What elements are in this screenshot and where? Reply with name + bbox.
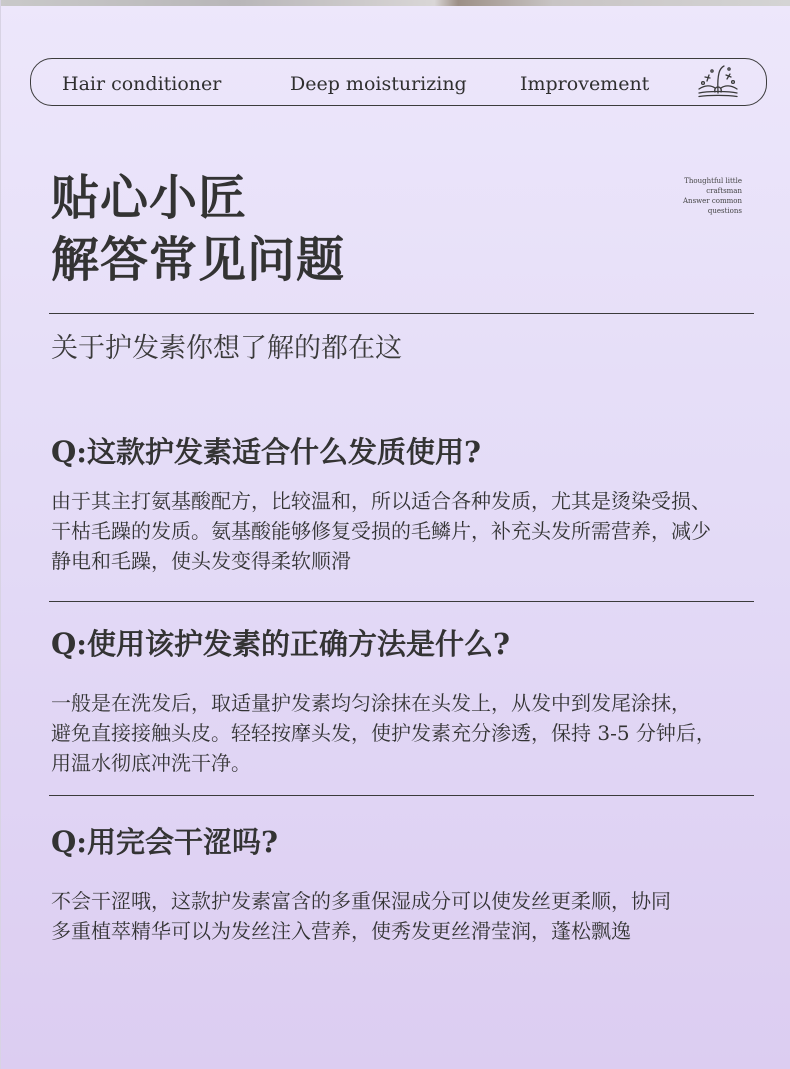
side-note-line3: Answer common	[683, 197, 742, 205]
faq-answer-2-line: 用温水彻底冲洗干净。	[51, 751, 251, 775]
tag-improvement: Improvement	[520, 73, 650, 95]
divider-faq-2	[49, 795, 754, 796]
faq-question-3: Q:用完会干涩吗?	[51, 825, 278, 859]
top-photo-strip	[0, 0, 790, 6]
side-note-line2: craftsman	[706, 187, 742, 195]
faq-answer-2-line: 避免直接接触头皮。轻轻按摩头发，使护发素充分渗透，保持 3-5 分钟后，	[51, 721, 716, 745]
divider-title	[49, 313, 754, 314]
faq-answer-2	[51, 688, 751, 778]
faq-answer-1	[51, 486, 751, 576]
left-border	[0, 0, 1, 1069]
faq-answer-3-line: 多重植萃精华可以为发丝注入营养，使秀发更丝滑莹润，蓬松飘逸	[51, 919, 631, 943]
feature-tag-bar	[30, 58, 767, 106]
hair-follicle-icon	[697, 65, 739, 99]
tag-hair-conditioner: Hair conditioner	[62, 73, 222, 95]
faq-answer-1-line: 干枯毛躁的发质。氨基酸能够修复受损的毛鳞片，补充头发所需营养，减少	[51, 519, 711, 543]
page-subtitle: 关于护发素你想了解的都在这	[51, 333, 402, 364]
tag-deep-moisturizing: Deep moisturizing	[290, 73, 467, 95]
page-title-line2: 解答常见问题	[51, 232, 346, 288]
english-side-note	[662, 176, 742, 216]
faq-question-2: Q:使用该护发素的正确方法是什么?	[51, 627, 510, 661]
side-note-line1: Thoughtful little	[684, 177, 742, 185]
side-note-line4: questions	[707, 207, 742, 215]
faq-question-1: Q:这款护发素适合什么发质使用?	[51, 435, 481, 469]
page-title-line1: 贴心小匠	[51, 170, 248, 226]
faq-answer-3	[51, 886, 751, 946]
faq-answer-3-line: 不会干涩哦，这款护发素富含的多重保湿成分可以使发丝更柔顺，协同	[51, 889, 671, 913]
faq-answer-1-line: 由于其主打氨基酸配方，比较温和，所以适合各种发质，尤其是烫染受损、	[51, 489, 711, 513]
faq-answer-1-line: 静电和毛躁，使头发变得柔软顺滑	[51, 549, 351, 573]
divider-faq-1	[49, 601, 754, 602]
faq-answer-2-line: 一般是在洗发后，取适量护发素均匀涂抹在头发上，从发中到发尾涂抹，	[51, 691, 691, 715]
